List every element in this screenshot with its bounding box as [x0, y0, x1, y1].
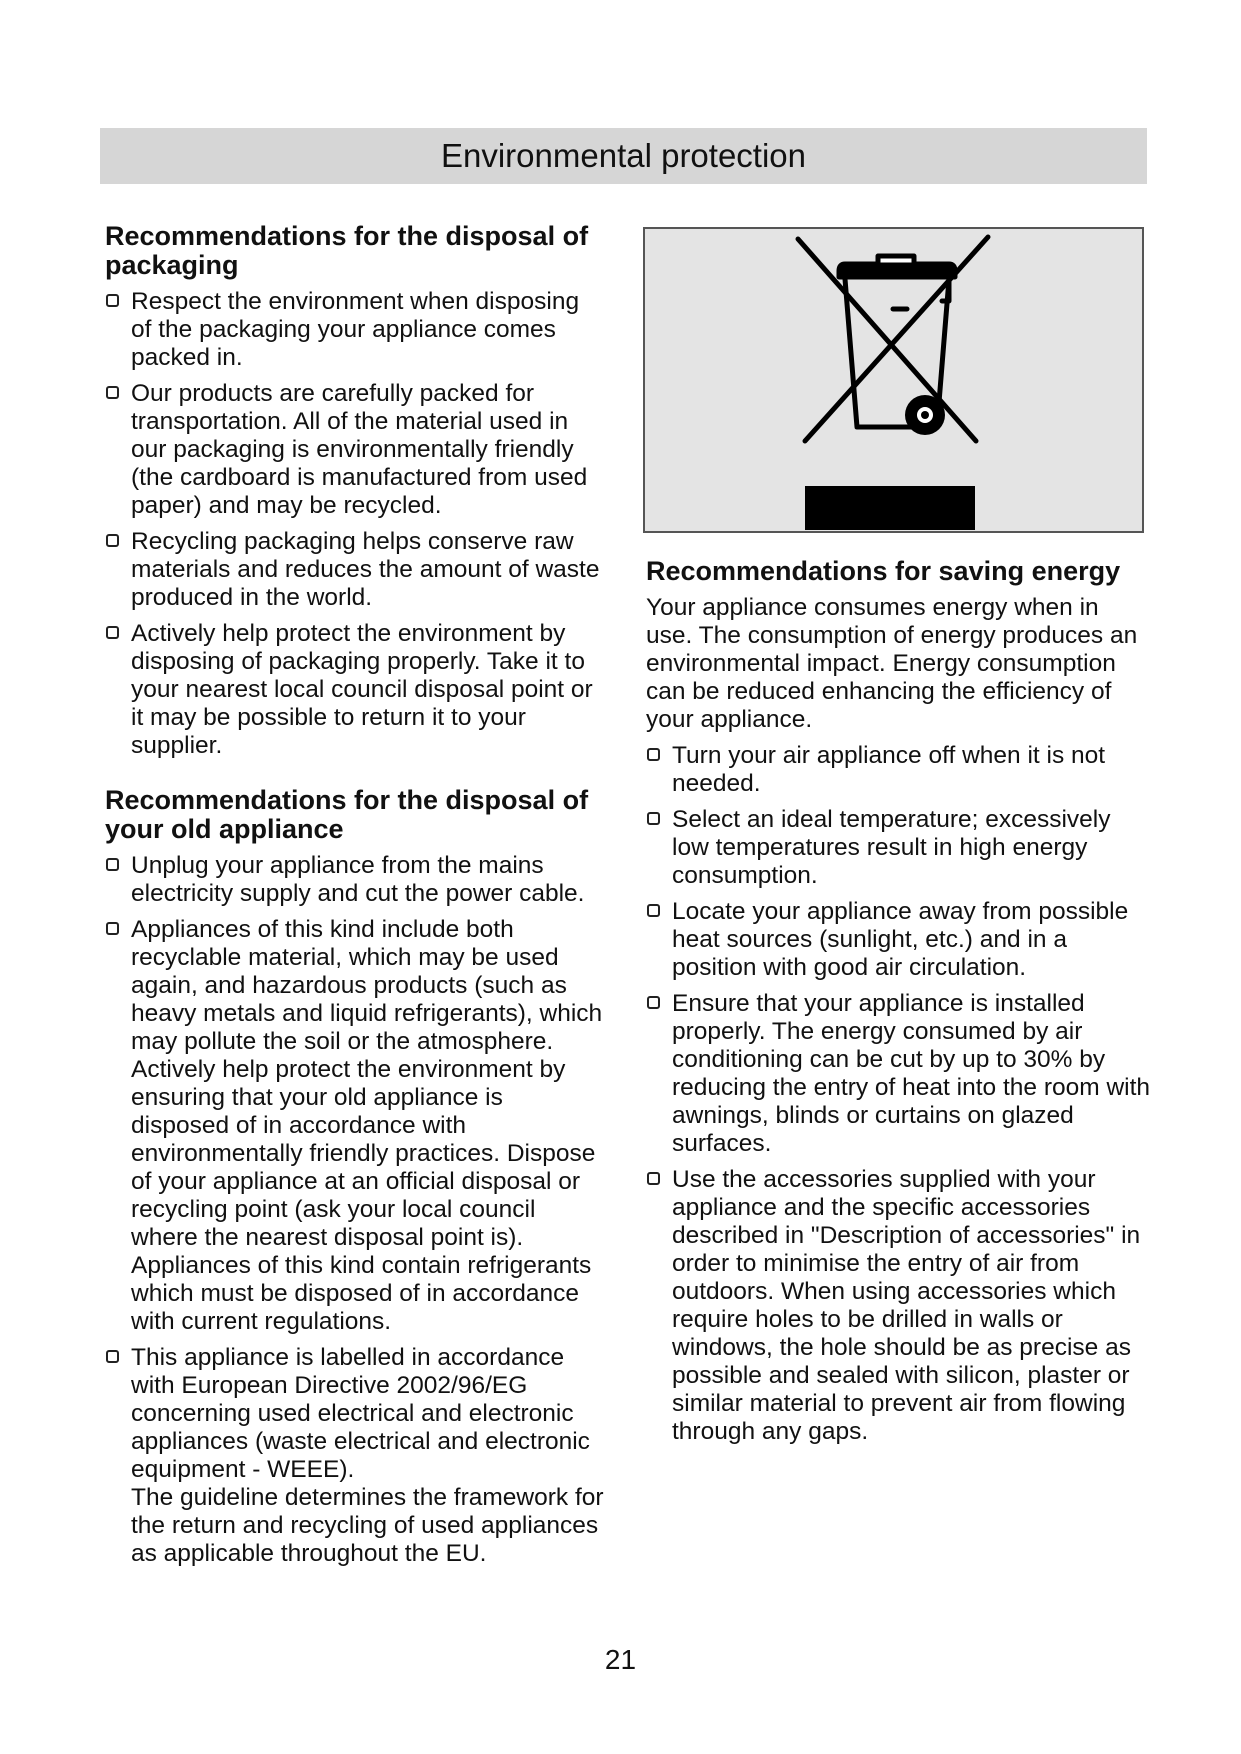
checkbox-bullet-icon [106, 858, 119, 871]
list-item [105, 916, 605, 1336]
energy-section [646, 557, 1151, 1446]
checkbox-bullet-icon [106, 626, 119, 639]
list-item [105, 380, 605, 520]
list-item [105, 288, 605, 372]
title-bar [100, 128, 1147, 184]
list-item [646, 1166, 1151, 1446]
checkbox-bullet-icon [647, 1172, 660, 1185]
checkbox-bullet-icon [647, 996, 660, 1009]
packaging-heading: Recommendations for the disposal of packaging [105, 221, 589, 280]
list-item [105, 1344, 605, 1568]
checkbox-bullet-icon [647, 748, 660, 761]
list-item [646, 806, 1151, 890]
list-item [646, 742, 1151, 798]
energy-list [646, 742, 1151, 1446]
list-item-text: Unplug your appliance from the mains electricity supply and cut the power cable. [131, 852, 585, 907]
list-item [646, 898, 1151, 982]
checkbox-bullet-icon [106, 386, 119, 399]
list-item [105, 620, 605, 760]
list-item-text: Recycling packaging helps conserve raw materials and reduces the amount of waste produced in the world. [131, 528, 600, 611]
packaging-list [105, 288, 605, 760]
list-item-text: Select an ideal temperature; excessively low temperatures result in high energy consumption. [672, 806, 1111, 889]
list-item-text: Actively help protect the environment by disposing of packaging properly. Take it to your nearest local council disposal point or it may be possible to return it to your supplier. [131, 620, 593, 759]
energy-heading: Recommendations for saving energy [646, 556, 1121, 586]
list-item-text: Use the accessories supplied with your appliance and the specific accessories described in "Description of accessories" in order to minimise the entry of air from outdoors. When using accessories which require holes to be drilled in walls or windows, the hole should be as precise as possible and sealed with silicon, plaster or similar material to prevent air from flowing through any gaps. [672, 1166, 1141, 1445]
page-number: 21 [604, 1644, 637, 1675]
checkbox-bullet-icon [647, 812, 660, 825]
checkbox-bullet-icon [106, 922, 119, 935]
list-item-text: Locate your appliance away from possible heat sources (sunlight, etc.) and in a position with good air circulation. [672, 898, 1129, 981]
page-title: Environmental protection [440, 137, 807, 174]
list-item-text: Turn your air appliance off when it is not needed. [672, 742, 1106, 797]
list-item-text: Ensure that your appliance is installed properly. The energy consumed by air conditioning can be cut by up to 30% by reducing the entry of heat into the room with awnings, blinds or curtains on glazed surfaces. [672, 990, 1151, 1157]
list-item-text: Appliances of this kind include both recyclable material, which may be used again, and hazardous products (such as heavy metals and liquid refrigerants), which may pollute the soil or the atmosphere. Actively help protect the environment by ensuring that your old appliance is disposed of in accordance with environmentally friendly practices. Dispose of your appliance at an official disposal or recycling point (ask your local council where the nearest disposal point is). Appliances of this kind contain refrigerants which must be disposed of in accordance with current regulations. [131, 916, 603, 1335]
right-column [646, 557, 1151, 1472]
old-appliance-list [105, 852, 605, 1568]
list-item-text: This appliance is labelled in accordance with European Directive 2002/96/EG concerning used electrical and electronic appliances (waste electrical and electronic equipment - WEEE). [131, 1344, 590, 1483]
weee-symbol-frame [643, 227, 1144, 533]
list-item-text: Respect the environment when disposing of the packaging your appliance comes packed in. [131, 288, 580, 371]
energy-intro: Your appliance consumes energy when in use. The consumption of energy produces an environmental impact. Energy consumption can be reduced enhancing the efficiency of your appliance. [646, 594, 1138, 733]
left-column [105, 222, 605, 1594]
list-item [105, 852, 605, 908]
old-appliance-section [105, 786, 605, 1568]
checkbox-bullet-icon [106, 294, 119, 307]
list-item [105, 528, 605, 612]
checkbox-bullet-icon [106, 1350, 119, 1363]
list-item-text-continued: The guideline determines the framework for the return and recycling of used appliances as applicable throughout the EU. [131, 1484, 604, 1567]
checkbox-bullet-icon [647, 904, 660, 917]
packaging-section [105, 222, 605, 760]
checkbox-bullet-icon [106, 534, 119, 547]
old-appliance-heading: Recommendations for the disposal of your old appliance [105, 785, 589, 844]
list-item [646, 990, 1151, 1158]
list-item-text: Our products are carefully packed for transportation. All of the material used in our packaging is environmentally friendly (the cardboard is manufactured from used paper) and may be recycled. [131, 380, 588, 519]
weee-black-bar [805, 486, 975, 530]
